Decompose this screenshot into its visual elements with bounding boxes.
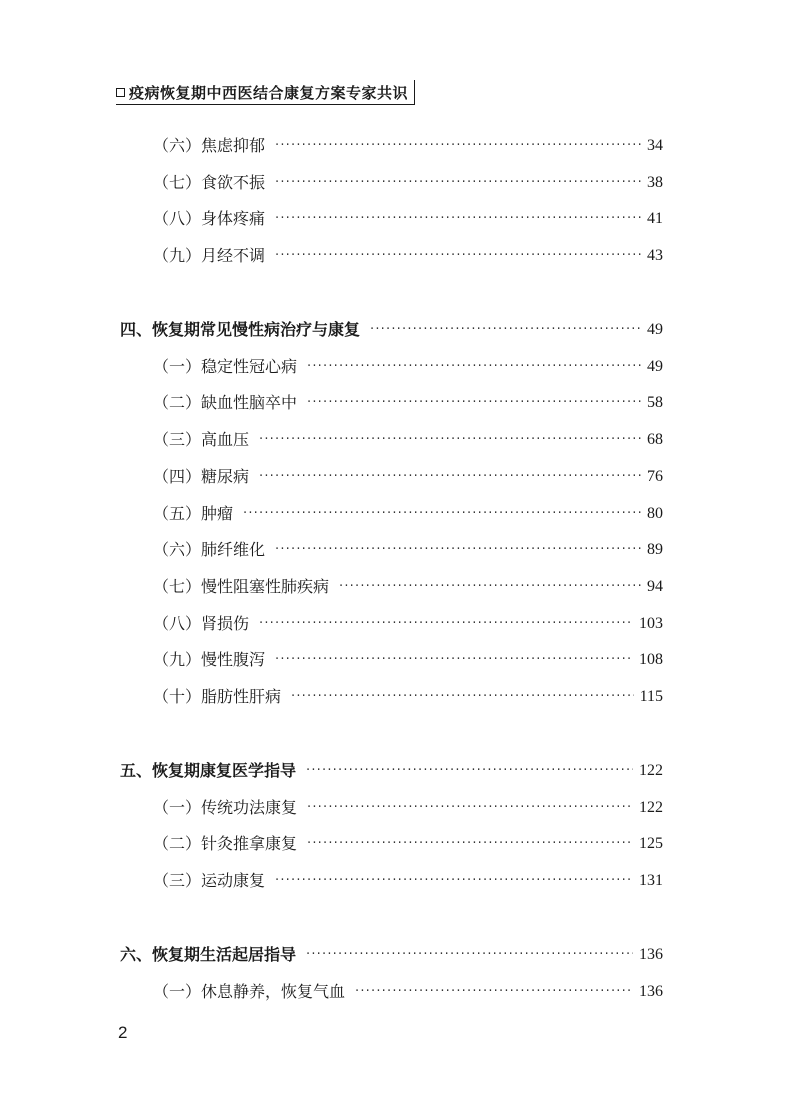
toc-entry-label: （三）运动康复 xyxy=(153,871,266,890)
toc-entry[interactable] xyxy=(153,574,663,600)
toc-entry[interactable] xyxy=(153,133,663,159)
dot-leader xyxy=(275,868,633,894)
toc-entry-page: 49 xyxy=(647,358,663,375)
dot-leader xyxy=(275,206,641,232)
toc-entry-page: 49 xyxy=(647,321,663,338)
toc-entry[interactable] xyxy=(153,611,663,637)
toc-entry-page: 122 xyxy=(639,762,663,779)
toc-chapter-label: 五、恢复期康复医学指导 xyxy=(120,761,297,780)
dot-leader xyxy=(275,537,641,563)
toc-entry-label: （六）焦虑抑郁 xyxy=(153,136,266,155)
toc-entry[interactable] xyxy=(153,354,663,380)
page-number: 2 xyxy=(118,1023,128,1042)
toc-entry-page: 89 xyxy=(647,541,663,558)
header-title: 疫病恢复期中西医结合康复方案专家共识 xyxy=(129,83,409,102)
toc-entry-page: 125 xyxy=(639,835,663,852)
toc-entry-label: （六）肺纤维化 xyxy=(153,540,266,559)
toc-entry-label: （七）慢性阻塞性肺疾病 xyxy=(153,577,330,596)
toc-entry-page: 58 xyxy=(647,394,663,411)
dot-leader xyxy=(275,243,641,269)
dot-leader xyxy=(306,942,633,968)
toc-entry-page: 38 xyxy=(647,174,663,191)
dot-leader xyxy=(339,574,641,600)
toc-entry-page: 76 xyxy=(647,468,663,485)
toc-entry-label: （十）脂肪性肝病 xyxy=(153,687,282,706)
dot-leader xyxy=(259,427,641,453)
toc-chapter-label: 六、恢复期生活起居指导 xyxy=(120,945,297,964)
toc-entry-page: 115 xyxy=(639,688,663,705)
toc-entry[interactable] xyxy=(153,170,663,196)
dot-leader xyxy=(275,647,633,673)
dot-leader xyxy=(307,831,633,857)
toc-entry-page: 80 xyxy=(647,505,663,522)
toc-entry[interactable] xyxy=(153,868,663,894)
toc-entry[interactable] xyxy=(153,243,663,269)
toc-entry[interactable] xyxy=(153,206,663,232)
toc-entry-label: （一）传统功法康复 xyxy=(153,798,298,817)
toc-entry[interactable] xyxy=(153,501,663,527)
dot-leader xyxy=(259,464,641,490)
toc-chapter-label: 四、恢复期常见慢性病治疗与康复 xyxy=(120,320,361,339)
toc-entry[interactable] xyxy=(153,795,663,821)
dot-leader xyxy=(259,611,633,637)
toc-entry-page: 94 xyxy=(647,578,663,595)
toc-entry-page: 103 xyxy=(639,615,663,632)
toc-entry-label: （一）稳定性冠心病 xyxy=(153,357,298,376)
toc-entry[interactable] xyxy=(153,464,663,490)
toc-entry-label: （四）糖尿病 xyxy=(153,467,250,486)
toc-entry-page: 136 xyxy=(639,983,663,1000)
toc-entry-page: 136 xyxy=(639,946,663,963)
toc-entry[interactable] xyxy=(153,647,663,673)
toc-chapter-entry[interactable] xyxy=(120,942,663,968)
toc-entry-page: 34 xyxy=(647,137,663,154)
dot-leader xyxy=(291,684,634,710)
toc-entry-label: （一）休息静养，恢复气血 xyxy=(153,982,346,1001)
toc-entry-label: （五）肿瘤 xyxy=(153,504,234,523)
toc-entry-page: 43 xyxy=(647,247,663,264)
toc-chapter-entry[interactable] xyxy=(120,317,663,343)
toc-entry-page: 68 xyxy=(647,431,663,448)
dot-leader xyxy=(307,354,641,380)
toc-entry-label: （八）肾损伤 xyxy=(153,614,250,633)
toc-entry-page: 108 xyxy=(639,651,663,668)
dot-leader xyxy=(306,758,633,784)
toc-entry[interactable] xyxy=(153,427,663,453)
toc-entry-label: （三）高血压 xyxy=(153,430,250,449)
dot-leader xyxy=(275,170,641,196)
dot-leader xyxy=(307,390,641,416)
toc-entry-page: 131 xyxy=(639,872,663,889)
dot-leader xyxy=(307,795,633,821)
toc-entry[interactable] xyxy=(153,537,663,563)
dot-leader xyxy=(370,317,641,343)
dot-leader xyxy=(275,133,641,159)
toc-entry-label: （九）月经不调 xyxy=(153,246,266,265)
dot-leader xyxy=(355,979,633,1005)
toc-entry-page: 122 xyxy=(639,799,663,816)
dot-leader xyxy=(243,501,641,527)
toc-entry-label: （八）身体疼痛 xyxy=(153,209,266,228)
toc-entry-label: （七）食欲不振 xyxy=(153,173,266,192)
toc-entry[interactable] xyxy=(153,390,663,416)
toc-entry-label: （二）缺血性脑卒中 xyxy=(153,393,298,412)
toc-entry[interactable] xyxy=(153,684,663,710)
toc-entry-label: （二）针灸推拿康复 xyxy=(153,834,298,853)
toc-entry-page: 41 xyxy=(647,210,663,227)
toc-chapter-entry[interactable] xyxy=(120,758,663,784)
toc-entry[interactable] xyxy=(153,979,663,1005)
toc-entry[interactable] xyxy=(153,831,663,857)
toc-entry-label: （九）慢性腹泻 xyxy=(153,650,266,669)
